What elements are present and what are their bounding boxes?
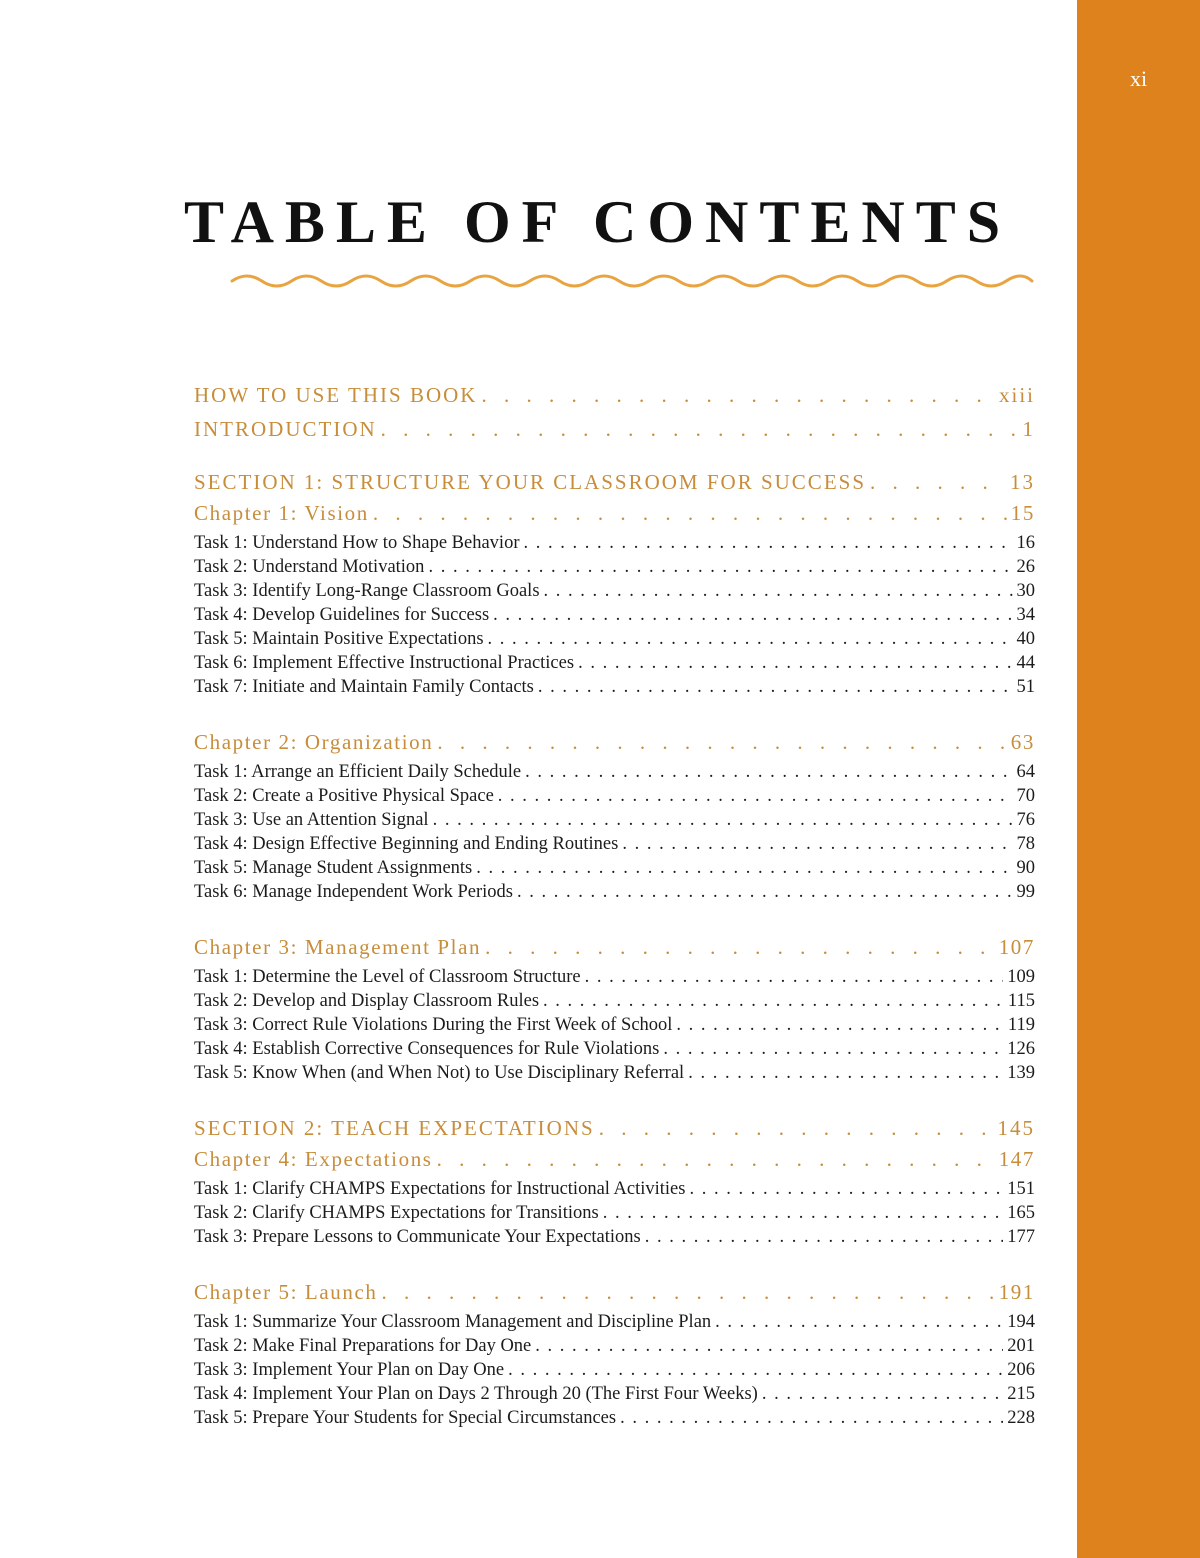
- toc-task-entry: [194, 856, 1035, 880]
- toc-entry-page: 90: [1016, 858, 1035, 878]
- dot-leader: [508, 1358, 1003, 1382]
- toc-entry-title: HOW TO USE THIS BOOK: [194, 383, 478, 407]
- toc-task-entry: [194, 675, 1035, 699]
- dot-leader: [645, 1225, 1004, 1249]
- dot-leader: [535, 1334, 1003, 1358]
- toc-task-entry: [194, 1310, 1035, 1334]
- toc-entry-title: INTRODUCTION: [194, 417, 377, 441]
- toc-entry-page: 215: [1007, 1384, 1035, 1404]
- toc-entry-page: 70: [1016, 786, 1035, 806]
- toc-task-entry: [194, 1013, 1035, 1037]
- toc-task-entry: [194, 1037, 1035, 1061]
- toc-entry-title: Task 1: Understand How to Shape Behavior: [194, 533, 520, 553]
- dot-leader: [373, 498, 1007, 528]
- toc-entry-title: Task 3: Implement Your Plan on Day One: [194, 1360, 505, 1380]
- toc-entry-title: Task 1: Summarize Your Classroom Management and Discipline Plan: [194, 1312, 712, 1332]
- toc-chapter-entry: [194, 1277, 1035, 1307]
- dot-leader: [525, 760, 1012, 784]
- toc-task-entry: [194, 555, 1035, 579]
- toc-entry-title: Task 2: Create a Positive Physical Space: [194, 786, 494, 806]
- toc-entry-title: Task 3: Prepare Lessons to Communicate Your Expectations: [194, 1227, 641, 1247]
- toc-task-entry: [194, 760, 1035, 784]
- toc-entry-title: Task 2: Clarify CHAMPS Expectations for Transitions: [194, 1203, 599, 1223]
- toc-entry-page: 206: [1007, 1360, 1035, 1380]
- toc-entry-title: Chapter 5: Launch: [194, 1280, 378, 1304]
- toc-entry-title: Task 5: Manage Student Assignments: [194, 858, 473, 878]
- toc-entry-title: Task 3: Correct Rule Violations During the First Week of School: [194, 1015, 673, 1035]
- dot-leader: [543, 989, 1004, 1013]
- toc-task-entry: [194, 531, 1035, 555]
- toc-chapter-entry: [194, 932, 1035, 962]
- toc-entry-page: 165: [1007, 1203, 1035, 1223]
- toc-entry-page: 201: [1007, 1336, 1035, 1356]
- toc-entry-title: Task 2: Understand Motivation: [194, 557, 425, 577]
- toc-task-entry: [194, 1061, 1035, 1085]
- toc-entry-page: 115: [1007, 991, 1035, 1011]
- toc-entry-title: Task 6: Manage Independent Work Periods: [194, 882, 514, 902]
- toc-chapter-entry: [194, 1144, 1035, 1174]
- toc-entry-title: SECTION 1: STRUCTURE YOUR CLASSROOM FOR SUCCESS: [194, 470, 867, 494]
- toc-chapter-entry: [194, 498, 1035, 528]
- toc-entry-page: 191: [998, 1280, 1035, 1304]
- toc-entry-page: 40: [1016, 629, 1035, 649]
- toc-entry-title: Task 4: Implement Your Plan on Days 2 Through 20 (The First Four Weeks): [194, 1384, 758, 1404]
- dot-leader: [517, 880, 1012, 904]
- toc-entry-title: Chapter 1: Vision: [194, 501, 369, 525]
- toc-section-entry: [194, 414, 1035, 444]
- toc-entry-title: Chapter 2: Organization: [194, 730, 434, 754]
- toc-entry-page: 119: [1007, 1015, 1035, 1035]
- toc-entry-page: 107: [998, 935, 1035, 959]
- toc-entry-page: 30: [1016, 581, 1035, 601]
- toc-entry-page: 177: [1007, 1227, 1035, 1247]
- toc-entry-title: Task 5: Maintain Positive Expectations: [194, 629, 484, 649]
- dot-leader: [585, 965, 1004, 989]
- toc-entry-page: 151: [1007, 1179, 1035, 1199]
- toc-task-entry: [194, 1406, 1035, 1430]
- toc-entry-page: 1: [1022, 417, 1035, 441]
- toc-entry-title: Task 1: Determine the Level of Classroom Structure: [194, 967, 581, 987]
- toc-entry-title: Task 3: Use an Attention Signal: [194, 810, 429, 830]
- toc-entry-page: 139: [1007, 1063, 1035, 1083]
- dot-leader: [481, 380, 995, 410]
- dot-leader: [599, 1113, 994, 1143]
- toc-section-entry: [194, 380, 1035, 410]
- toc-task-entry: [194, 579, 1035, 603]
- dot-leader: [476, 856, 1012, 880]
- dot-leader: [437, 727, 1006, 757]
- toc-entry-title: Task 6: Implement Effective Instructional Practices: [194, 653, 575, 673]
- toc-task-entry: [194, 651, 1035, 675]
- side-color-band: [1077, 0, 1200, 1558]
- toc-entry-page: xiii: [998, 383, 1035, 407]
- toc-entry-page: 63: [1010, 730, 1035, 754]
- dot-leader: [488, 627, 1013, 651]
- toc-entry-page: 15: [1010, 501, 1035, 525]
- toc-task-entry: [194, 989, 1035, 1013]
- toc-entry-page: 109: [1007, 967, 1035, 987]
- dot-leader: [433, 808, 1013, 832]
- page-number: xi: [1129, 66, 1148, 91]
- dot-leader: [381, 414, 1019, 444]
- toc-chapter-entry: [194, 727, 1035, 757]
- dot-leader: [544, 579, 1013, 603]
- toc-entry-title: SECTION 2: TEACH EXPECTATIONS: [194, 1116, 595, 1140]
- toc-entry-title: Task 1: Clarify CHAMPS Expectations for Instructional Activities: [194, 1179, 686, 1199]
- toc-entry-title: Task 5: Know When (and When Not) to Use Disciplinary Referral: [194, 1063, 685, 1083]
- dot-leader: [493, 603, 1012, 627]
- toc-entry-title: Task 2: Make Final Preparations for Day One: [194, 1336, 532, 1356]
- wavy-divider: [230, 270, 1034, 292]
- toc-task-entry: [194, 784, 1035, 808]
- toc-entry-title: Task 3: Identify Long-Range Classroom Goals: [194, 581, 540, 601]
- toc-task-entry: [194, 1358, 1035, 1382]
- toc-section-entry: [194, 1113, 1035, 1143]
- dot-leader: [620, 1406, 1003, 1430]
- dot-leader: [603, 1201, 1004, 1225]
- toc-entry-page: 51: [1016, 677, 1035, 697]
- toc-entry-page: 145: [997, 1116, 1035, 1140]
- dot-leader: [622, 832, 1012, 856]
- toc-entry-title: Task 4: Establish Corrective Consequences for Rule Violations: [194, 1039, 660, 1059]
- toc-task-entry: [194, 603, 1035, 627]
- toc-task-entry: [194, 965, 1035, 989]
- toc-section-entry: [194, 467, 1035, 497]
- dot-leader: [689, 1177, 1003, 1201]
- dot-leader: [428, 555, 1012, 579]
- dot-leader: [381, 1277, 994, 1307]
- dot-leader: [538, 675, 1013, 699]
- page-title: TABLE OF CONTENTS: [184, 189, 1012, 255]
- toc-entry-page: 147: [998, 1147, 1035, 1171]
- dot-leader: [498, 784, 1013, 808]
- toc-entry-title: Task 1: Arrange an Efficient Daily Schedule: [194, 762, 522, 782]
- toc-task-entry: [194, 1225, 1035, 1249]
- toc-entry-page: 44: [1016, 653, 1035, 673]
- dot-leader: [485, 932, 995, 962]
- toc-entry-page: 13: [1010, 470, 1035, 494]
- dot-leader: [663, 1037, 1003, 1061]
- toc-task-entry: [194, 880, 1035, 904]
- dot-leader: [437, 1144, 995, 1174]
- table-of-contents: [194, 380, 1035, 1430]
- toc-entry-page: 76: [1016, 810, 1035, 830]
- toc-entry-title: Task 2: Develop and Display Classroom Rules: [194, 991, 540, 1011]
- toc-task-entry: [194, 1334, 1035, 1358]
- dot-leader: [688, 1061, 1003, 1085]
- toc-task-entry: [194, 1177, 1035, 1201]
- toc-entry-title: Chapter 4: Expectations: [194, 1147, 433, 1171]
- toc-entry-title: Task 4: Develop Guidelines for Success: [194, 605, 490, 625]
- toc-entry-title: Task 5: Prepare Your Students for Special Circumstances: [194, 1408, 617, 1428]
- toc-entry-title: Task 7: Initiate and Maintain Family Contacts: [194, 677, 534, 697]
- dot-leader: [523, 531, 1012, 555]
- toc-task-entry: [194, 627, 1035, 651]
- toc-entry-title: Chapter 3: Management Plan: [194, 935, 482, 959]
- toc-task-entry: [194, 1201, 1035, 1225]
- dot-leader: [870, 467, 1006, 497]
- toc-entry-page: 228: [1007, 1408, 1035, 1428]
- toc-task-entry: [194, 832, 1035, 856]
- toc-entry-title: Task 4: Design Effective Beginning and Ending Routines: [194, 834, 619, 854]
- toc-entry-page: 16: [1016, 533, 1035, 553]
- toc-entry-page: 26: [1016, 557, 1035, 577]
- toc-entry-page: 99: [1016, 882, 1035, 902]
- dot-leader: [715, 1310, 1003, 1334]
- dot-leader: [676, 1013, 1004, 1037]
- toc-entry-page: 126: [1007, 1039, 1035, 1059]
- dot-leader: [578, 651, 1012, 675]
- dot-leader: [762, 1382, 1003, 1406]
- toc-task-entry: [194, 1382, 1035, 1406]
- toc-entry-page: 34: [1016, 605, 1035, 625]
- toc-task-entry: [194, 808, 1035, 832]
- toc-entry-page: 194: [1007, 1312, 1035, 1332]
- toc-entry-page: 64: [1016, 762, 1035, 782]
- toc-entry-page: 78: [1016, 834, 1035, 854]
